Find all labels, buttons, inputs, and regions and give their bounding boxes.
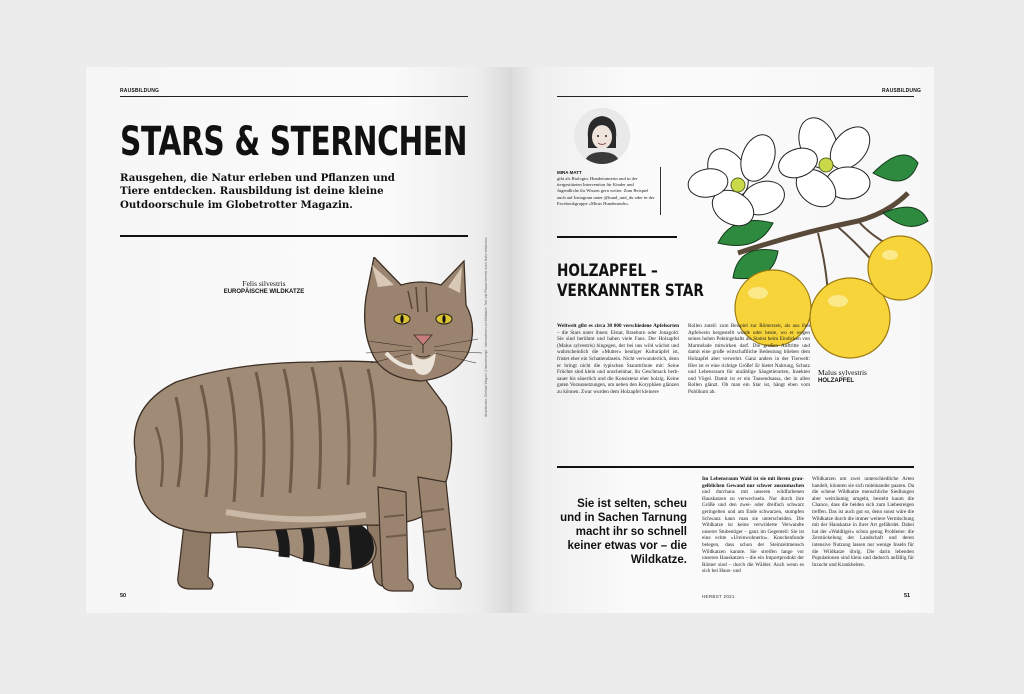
apple-caption-latin: Malus sylvestris [818, 368, 867, 377]
article-column-3 [702, 476, 804, 575]
top-rule [557, 96, 914, 97]
article-column-2: Rollen zuteil: zum Beispiel zur Römerzeit, als aus ihm Apfelwein hergestellt wurde oder heute, wo er wegen seines hohen Pektingehalts als Statist beim Eindicken von Marmelade mitwirken darf. Die großen Auftritte und damit eine große wirtschaftliche Bedeutung blieben dem Holzapfel aber verwehrt. Ganz anders in der Tierwelt: Hier ist er eine richtige Größe! Er bietet Nahrung, Schutz und Lebensraum für unzählige Säugetierarten, Insekten und Vögel. Damit ist er ein Tausendsassa, der in allen Rollen glänzt. Ob man ein Star ist, hängt eben vom Publikum ab. [688, 323, 810, 395]
author-divider [660, 167, 661, 215]
article-column-4: Wildkatzen um zwei unterschiedliche Arten handelt, könnten sie sich miteinander paaren. Da die scheue Wildkatze menschliche Siedlungen aber weiträumig umgeht, besteht kaum die Chance, dass die beiden sich zum Liebesreigen treffen. Das ist auch gut so, denn sonst wäre die Wildkatze durch die immer weitere Vermischung mit der Hauskatze in ihrer Art gefährdet. Dabei hat der »Waldtiger« schon genug Probleme: die Zerstückelung der Landschaft und deren intensive Nutzung lassen nur wenige Inseln für die Wildkatze übrig. Die darin lebenden Populationen sind klein und dadurch anfällig für Inzucht und Krankheiten. [812, 476, 914, 568]
page-title: STARS & STERNCHEN [120, 119, 468, 165]
section-tag: RAUSBILDUNG [120, 88, 160, 94]
article-lead-2: Im Lebensraum Wald ist sie mit ihrem grau-gelblichen Gewand nur schwer auszumachen [702, 476, 804, 489]
right-page [512, 67, 934, 613]
author-bio: gibt als Biologin, Hundetrainerin und in der tiergestützten Intervention für Kinder und Jugendliche ihr Wissen gern weiter. Zum Beispiel auch auf Instagram unter @hund_und_du oder in der Facebookgruppe »Mirus Hunderunde«. [557, 176, 655, 206]
avatar [574, 108, 630, 164]
magazine-spread [86, 67, 934, 613]
divider-rule [120, 235, 468, 237]
page-number: 51 [904, 593, 911, 599]
illustration-credit: Illustrationen: Gerlinde Wagner | Hamsterkampf · Informationen zur Wildkatze. Text und Pflanze bereitet in der Natur entdecken. [484, 236, 488, 417]
article-lead: Weltweit gibt es circa 30 000 verschiedene Apfelsorten [557, 323, 679, 329]
top-rule [120, 96, 468, 97]
subhead-line-1: HOLZAPFEL – [557, 261, 658, 281]
apple-caption-common: HOLZAPFEL [818, 378, 854, 384]
wildcat-illustration [116, 257, 486, 597]
pull-quote: Sie ist selten, scheu und in Sachen Tarnung macht ihr so schnell keiner etwas vor – die Wildkatze. [560, 498, 687, 566]
section-tag: RAUSBILDUNG [882, 88, 922, 94]
section-divider [557, 466, 914, 468]
footer-magazine: HERBST 2021 [702, 594, 735, 599]
author-portrait [574, 108, 630, 164]
article-text: – die Stars unter ihnen: Elstar, Braeburn oder Jonagold. Sie sind berühmt und haben viele Fans. Der Holzapfel (Malus sylvestris) hingegen, der bei uns wild wächst und wahrscheinlich die »Mutter« heutiger Kulturäpfel ist, fristet eher ein Schattendasein. Nicht verwunderlich, denn er bringt nicht die typischen Starattribute mit: Seine Früchte sind klein und unscheinbar, ihr Geschmack herb-sauer bis säuerlich und die Konsistenz eher holzig. Keine guten Voraussetzungen, um neben den Koryphäen glänzen zu können. Zwar wurden dem Holzapfel kleinere [557, 329, 679, 395]
intro-text: Rausgehen, die Natur erleben und Pflanzen und Tiere entdecken. Rausbildung ist deine kleine Outdoorschule im Globetrotter Magazin. [120, 172, 395, 211]
article-text-2: und durchaus mit unseren wildfarbenen Hauskatzen zu verwechseln. Nur durch ihre Größe und den zwei- oder dreifach schwarz geringelten und am Ende schwarzen, stumpfen Schwanz kann man sie unterscheiden. Die Wildkatze ist keine verwilderte Verwandte unserer Stubentiger – ganz im Gegenteil: Sie ist eine echte »Ureinwohnerin«. Knochenfunde belegen, dass schon der Steinzeitmensch Wildkatzen kannte. Sie streifen lange vor unseren Hauskatzen – die ein Importprodukt der Römer sind – durch die Wälder. Auch wenn es sich bei Haus- und [702, 489, 804, 575]
author-name: MIRA MATT [557, 170, 582, 175]
subhead-line-2: VERKANNTER STAR [557, 281, 704, 301]
article-column-1 [557, 323, 679, 396]
article-subhead [557, 261, 704, 301]
left-page [86, 67, 512, 613]
subhead-rule [557, 236, 677, 238]
page-number: 50 [120, 593, 127, 599]
cat-caption-latin: Felis silvestris [242, 279, 286, 288]
cat-caption-common: EUROPÄISCHE WILDKATZE [223, 289, 305, 295]
